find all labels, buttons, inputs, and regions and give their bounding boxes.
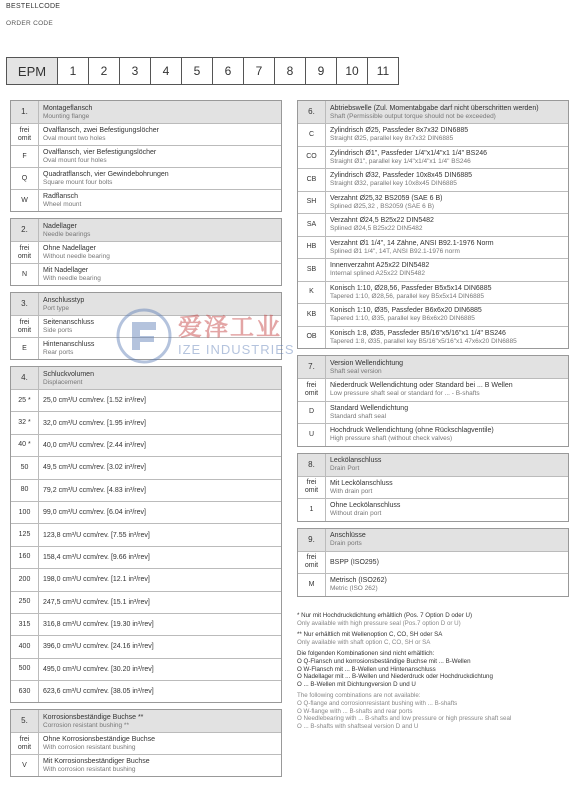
option-code — [298, 402, 326, 424]
option-row — [11, 389, 281, 411]
option-code-text: frei — [19, 735, 30, 743]
option-code — [11, 390, 39, 411]
option-text-en: Straight Ø25, parallel key 8x7x32 DIN6885 — [330, 135, 454, 143]
option-text-en: Internal splined A25x22 DIN5482 — [330, 270, 426, 278]
position-9: 9 — [305, 58, 336, 84]
position-7: 7 — [243, 58, 274, 84]
option-code-text: frei — [306, 381, 317, 389]
option-row — [298, 281, 568, 304]
option-code-text: omit — [17, 134, 32, 142]
option-text-de: 495,0 cm³/U ccm/rev. [30.20 in³/rev] — [43, 665, 154, 673]
note-1-en: Only available with high pressure seal (Pos.7 option D or U) — [297, 619, 461, 627]
section-title-de: Anschlüsse — [330, 532, 366, 539]
section-title-en: Displacement — [43, 378, 83, 386]
option-text-en: High pressure shaft (without check valves) — [330, 435, 453, 443]
option-code-text: KB — [306, 310, 317, 318]
option-code — [11, 242, 39, 263]
option-code-text: D — [308, 408, 315, 416]
option-code-text: N — [21, 270, 28, 278]
section-number: 7. — [298, 356, 326, 378]
option-row — [298, 423, 568, 446]
option-text-de: Hintenanschluss — [43, 341, 95, 348]
option-row — [11, 523, 281, 545]
option-text-en: With corrosion resistant bushing — [43, 744, 136, 752]
option-code — [11, 168, 39, 189]
option-code — [298, 499, 326, 521]
option-row — [298, 123, 568, 146]
section-title-de: Version Wellendichtung — [330, 359, 404, 367]
option-text-de: Ohne Korrosionsbeständige Buchse — [43, 736, 156, 744]
option-text-de: Ohne Nadellager — [43, 245, 96, 252]
option-code-text: Q — [21, 174, 28, 182]
option-code-text: SB — [306, 265, 317, 273]
section-title-en: Shaft (Permissible output torque should not be exceeded) — [330, 112, 496, 120]
option-code — [298, 124, 326, 146]
option-row — [298, 498, 568, 521]
option-text-de: 623,6 cm³/U ccm/rev. [38.05 in³/rev] — [43, 688, 154, 696]
option-code-text: CB — [306, 175, 317, 183]
option-code-text: omit — [17, 252, 32, 260]
option-code-text: E — [22, 344, 27, 352]
option-text-de: 158,4 cm³/U ccm/rev. [9.66 in³/rev] — [43, 553, 150, 561]
option-row — [298, 213, 568, 236]
option-text-en: Side ports — [43, 327, 73, 334]
section-title-en: Port type — [43, 304, 70, 312]
section-title-de: Montageflansch — [43, 104, 93, 112]
option-row — [11, 167, 281, 189]
section-number: 6. — [298, 101, 326, 123]
section-number: 9. — [298, 529, 326, 551]
section-header — [11, 367, 281, 389]
combination-item-en: O W-flange with ... B-shafts and rear ports — [297, 707, 413, 715]
option-row — [11, 123, 281, 145]
option-code-text: frei — [19, 318, 30, 326]
section-9 — [297, 528, 569, 597]
option-code-text: CO — [306, 153, 317, 161]
section-7 — [297, 355, 569, 447]
section-number: 2. — [11, 219, 39, 241]
option-text-en: Tapered 1:10, Ø28,56, parallel key B5x5x14 DIN6885 — [330, 292, 484, 300]
option-text-de: Seitenanschluss — [43, 319, 94, 326]
option-row — [11, 546, 281, 568]
section-title-en: Drain Port — [330, 465, 360, 472]
option-code — [11, 480, 39, 501]
option-code-text: OB — [306, 333, 317, 341]
option-code-text: 200 — [18, 575, 31, 583]
position-6: 6 — [212, 58, 243, 84]
option-text-en: Tapered 1:8, Ø35, parallel key B5/16"x5/16"x1 47x6x20 DIN6885 — [330, 337, 517, 345]
option-code-text: 32 * — [18, 419, 31, 427]
option-row — [11, 658, 281, 680]
combination-item-de: O W-Flansch mit ... B-Wellen und Hintenanschluss — [297, 665, 436, 673]
option-code — [298, 477, 326, 499]
option-text-de: Niederdruck Wellendichtung oder Standard bei ... B Wellen — [330, 382, 513, 390]
option-row — [11, 479, 281, 501]
option-text-de: Zylindrisch Ø25, Passfeder 8x7x32 DIN6885 — [330, 127, 469, 135]
combination-item-en: O Needlebearing with ... B-shafts and low pressure or high pressure shaft seal — [297, 715, 512, 723]
option-row — [11, 456, 281, 478]
option-text-en: Square mount four bolts — [43, 179, 113, 186]
option-row — [298, 236, 568, 259]
option-text-en: Splined Ø25,32 , BS2059 (SAE 6 B) — [330, 202, 435, 210]
section-title-de: Korrosionsbeständige Buchse ** — [43, 713, 144, 721]
position-4: 4 — [150, 58, 181, 84]
section-header — [11, 710, 281, 732]
option-code — [11, 547, 39, 568]
option-code — [11, 146, 39, 167]
option-code — [11, 264, 39, 285]
option-code — [11, 338, 39, 359]
option-row — [298, 573, 568, 596]
option-text-de: Innenverzahnt A25x22 DIN5482 — [330, 262, 430, 270]
section-title-de: Schluckvolumen — [43, 370, 94, 378]
option-code — [11, 733, 39, 754]
option-text-de: Konisch 1:10, Ø28,56, Passfeder B5x5x14 DIN6885 — [330, 284, 492, 292]
option-text-de: Ohne Leckölanschluss — [330, 502, 401, 510]
option-code-text: 500 — [18, 665, 31, 673]
section-title-de: Nadellager — [43, 222, 77, 230]
option-text-en: Splined Ø24,5 B25x22 DIN5482 — [330, 225, 423, 233]
option-code — [11, 614, 39, 635]
option-code — [298, 192, 326, 214]
option-row — [11, 145, 281, 167]
combinations-intro-de: Die folgenden Kombinationen sind nicht erhältlich: — [297, 650, 435, 658]
option-text-de: Verzahnt Ø1 1/4", 14 Zähne, ANSI B92.1-1976 Norm — [330, 239, 494, 247]
section-2 — [10, 218, 282, 286]
option-text-en: Standard shaft seal — [330, 412, 387, 420]
option-text-en: Oval mount two holes — [43, 135, 106, 142]
option-code-text: frei — [306, 554, 317, 562]
option-code-text: V — [22, 761, 27, 769]
option-row — [11, 501, 281, 523]
option-code — [11, 592, 39, 613]
option-row — [298, 146, 568, 169]
option-row — [11, 635, 281, 657]
option-row — [11, 613, 281, 635]
section-5 — [10, 709, 282, 777]
option-code-text: 400 — [18, 642, 31, 650]
option-code-text: omit — [304, 487, 319, 495]
option-code-text: omit — [304, 389, 319, 397]
option-text-de: 25,0 cm³/U ccm/rev. [1.52 in³/rev] — [43, 397, 146, 405]
note-1-de: * Nur mit Hochdruckdichtung erhältlich (Pos. 7 Option D oder U) — [297, 612, 473, 619]
combinations-intro-en: The following combinations are not available: — [297, 692, 421, 700]
option-text-de: Radflansch — [43, 193, 79, 200]
option-code-text: 100 — [18, 508, 31, 516]
option-code-text: 315 — [18, 620, 31, 628]
option-text-de: 396,0 cm³/U ccm/rev. [24.16 in³/rev] — [43, 643, 154, 651]
option-text-en: Without needle bearing — [43, 253, 110, 260]
position-1: 1 — [57, 58, 88, 84]
option-text-en: Wheel mount — [43, 201, 82, 208]
option-text-de: 198,0 cm³/U ccm/rev. [12.1 in³/rev] — [43, 576, 150, 584]
section-title-de: Leckölanschluss — [330, 457, 382, 464]
section-1 — [10, 100, 282, 212]
option-code-text: 250 — [18, 598, 31, 606]
combination-item-de: O Nadellager mit ... B-Wellen und Niederdruck oder Hochdruckdichtung — [297, 673, 493, 681]
section-title-en: Corrosion resistant bushing ** — [43, 721, 129, 729]
option-code-text: HB — [306, 243, 317, 251]
option-code — [298, 552, 326, 574]
option-code-text: SH — [306, 198, 317, 206]
section-header — [298, 529, 568, 551]
option-row — [11, 732, 281, 754]
option-code-text: M — [308, 580, 315, 588]
option-code — [298, 379, 326, 401]
option-code — [11, 755, 39, 776]
option-text-de: 99,0 cm³/U ccm/rev. [6.04 in³/rev] — [43, 509, 146, 517]
option-text-de: Mit Korrosionsbeständiger Buchse — [43, 758, 150, 766]
section-4 — [10, 366, 282, 703]
option-code — [298, 259, 326, 281]
logo-text-cn: 爱泽工业 — [178, 314, 282, 341]
option-text-de: 123,8 cm³/U ccm/rev. [7.55 in³/rev] — [43, 531, 150, 539]
option-row — [298, 551, 568, 574]
combination-item-de: O ... B-Wellen mit Dichtungversion D und U — [297, 680, 416, 688]
section-number: 8. — [298, 454, 326, 476]
option-text-de: Verzahnt Ø25,32 BS2059 (SAE 6 B) — [330, 194, 443, 202]
option-text-de: Metrisch (ISO262) — [330, 577, 387, 585]
option-row — [298, 401, 568, 424]
option-code-text: omit — [17, 326, 32, 334]
option-code-text: frei — [19, 126, 30, 134]
option-code-text: SA — [306, 220, 317, 228]
section-title-de: Abtriebswelle (Zul. Momentabgabe darf nicht überschritten werden) — [330, 104, 539, 112]
option-text-de: Mit Nadellager — [43, 267, 89, 274]
section-header — [298, 454, 568, 476]
option-text-de: 32,0 cm³/U ccm/rev. [1.95 in³/rev] — [43, 419, 146, 427]
section-header — [11, 219, 281, 241]
option-code-text: 160 — [18, 553, 31, 561]
option-code-text: omit — [304, 562, 319, 570]
option-code-text: 630 — [18, 687, 31, 695]
section-title-de: Anschlusstyp — [43, 296, 85, 304]
option-code-text: 50 — [20, 463, 29, 471]
option-code-text: C — [308, 130, 315, 138]
option-text-de: Ovalflansch, vier Befestigungslöcher — [43, 149, 157, 156]
option-text-en: Straight Ø32, parallel key 10x8x45 DIN6885 — [330, 180, 457, 188]
section-8 — [297, 453, 569, 522]
position-11: 11 — [367, 58, 398, 84]
option-row — [11, 591, 281, 613]
option-code — [298, 169, 326, 191]
section-number: 1. — [11, 101, 39, 123]
note-2-en: Only available with shaft option C, CO, SH or SA — [297, 638, 431, 646]
option-text-de: 316,8 cm³/U ccm/rev. [19.30 in³/rev] — [43, 621, 154, 629]
option-code — [11, 435, 39, 456]
option-text-en: Oval mount four holes — [43, 157, 107, 164]
option-code-text: U — [308, 430, 315, 438]
option-code — [11, 124, 39, 145]
title-de: BESTELLCODE — [6, 3, 61, 10]
option-text-de: Mit Leckölanschluss — [330, 479, 393, 487]
option-text-de: Zylindrisch Ø32, Passfeder 10x8x45 DIN6885 — [330, 172, 473, 180]
option-row — [298, 476, 568, 499]
option-code-text: W — [21, 196, 28, 204]
option-text-en: Tapered 1:10, Ø35, parallel key B6x6x20 DIN6885 — [330, 315, 475, 323]
option-row — [298, 168, 568, 191]
option-text-de: 49,5 cm³/U ccm/rev. [3.02 in³/rev] — [43, 464, 146, 472]
position-10: 10 — [336, 58, 367, 84]
option-row — [11, 680, 281, 702]
option-code — [298, 214, 326, 236]
option-text-en: With corrosion resistant bushing — [43, 766, 136, 774]
option-code — [11, 569, 39, 590]
section-title-en: Shaft seal version — [330, 367, 382, 375]
option-row — [11, 434, 281, 456]
position-2: 2 — [88, 58, 119, 84]
option-text-en: Low pressure shaft seal or standard for ... - B-shafts — [330, 390, 480, 398]
option-text-en: Metric (ISO 262) — [330, 585, 378, 593]
option-text-de: Standard Wellendichtung — [330, 404, 409, 412]
combination-item-en: O ... B-shafts with shaftseal version D and U — [297, 722, 419, 730]
option-text-de: 79,2 cm³/U ccm/rev. [4.83 in³/rev] — [43, 486, 146, 494]
option-code — [11, 659, 39, 680]
option-code-text: 1 — [309, 505, 314, 513]
order-code-position-bar — [6, 57, 399, 85]
watermark-logo — [116, 308, 452, 364]
option-code — [11, 316, 39, 337]
option-row — [11, 263, 281, 285]
section-header — [298, 101, 568, 123]
option-code — [298, 574, 326, 596]
option-code — [11, 457, 39, 478]
combination-item-de: O Q-Flansch und korrosionsbeständige Buchse mit ... B-Wellen — [297, 657, 471, 665]
option-row — [11, 189, 281, 211]
option-text-de: Verzahnt Ø24,5 B25x22 DIN5482 — [330, 217, 434, 225]
option-text-en: With drain port — [330, 487, 373, 495]
option-text-en: Rear ports — [43, 349, 74, 356]
option-code — [298, 282, 326, 304]
option-row — [11, 411, 281, 433]
option-row — [11, 241, 281, 263]
position-8: 8 — [274, 58, 305, 84]
logo-text-latin: IZE INDUSTRIES — [178, 342, 295, 357]
option-text-de: Hochdruck Wellendichtung (ohne Rückschlagventile) — [330, 427, 494, 435]
option-row — [11, 754, 281, 776]
option-text-en: Straight Ø1", parallel key 1/4"x1/4"x1 1/4" BS246 — [330, 157, 471, 165]
title-en: ORDER CODE — [6, 20, 54, 27]
section-title-en: Drain ports — [330, 540, 362, 547]
section-number: 5. — [11, 710, 39, 732]
option-text-de: Ovalflansch, zwei Befestigungslöcher — [43, 127, 159, 134]
option-row — [298, 258, 568, 281]
option-code-text: 125 — [18, 531, 31, 539]
option-code — [11, 681, 39, 702]
section-title-en: Needle bearings — [43, 230, 91, 238]
combination-item-en: O Q-flange and corrosionresistant bushing with ... B-shafts — [297, 699, 458, 707]
option-code — [11, 524, 39, 545]
position-5: 5 — [181, 58, 212, 84]
footnotes — [297, 612, 572, 734]
option-text-en: Splined Ø1 1/4", 14T, ANSI B92.1-1976 norm — [330, 247, 460, 255]
option-text-de: 247,5 cm³/U ccm/rev. [15.1 in³/rev] — [43, 598, 150, 606]
option-text-en: Without drain port — [330, 510, 382, 518]
option-code-text: 80 — [20, 486, 29, 494]
note-2-de: ** Nur erhältlich mit Wellenoption C, CO, SH oder SA — [297, 631, 443, 639]
option-code — [11, 502, 39, 523]
option-text-de: BSPP (ISO295) — [330, 558, 379, 566]
option-code — [11, 190, 39, 211]
section-number: 4. — [11, 367, 39, 389]
option-code — [298, 237, 326, 259]
section-title-en: Mounting flange — [43, 112, 90, 120]
option-row — [298, 378, 568, 401]
option-text-de: 40,0 cm³/U ccm/rev. [2.44 in³/rev] — [43, 441, 146, 449]
option-code-text: F — [22, 152, 27, 160]
option-code — [298, 424, 326, 446]
position-epm: EPM — [7, 58, 57, 84]
option-code-text: frei — [306, 479, 317, 487]
section-header — [11, 101, 281, 123]
option-code-text: omit — [17, 743, 32, 751]
position-3: 3 — [119, 58, 150, 84]
option-text-de: Konisch 1:10, Ø35, Passfeder B6x6x20 DIN6885 — [330, 307, 482, 315]
option-code-text: frei — [19, 244, 30, 252]
option-code — [11, 412, 39, 433]
option-code — [298, 147, 326, 169]
option-text-de: Quadratflansch, vier Gewindebohrungen — [43, 171, 169, 178]
option-text-en: With needle bearing — [43, 275, 101, 282]
option-text-de: Konisch 1:8, Ø35, Passfeder B5/16"x5/16"x1 1/4" BS246 — [330, 329, 506, 337]
section-number: 3. — [11, 293, 39, 315]
option-row — [298, 191, 568, 214]
option-row — [11, 568, 281, 590]
option-code — [11, 636, 39, 657]
option-code-text: K — [309, 288, 314, 296]
left-column — [10, 100, 282, 783]
option-code-text: 25 * — [18, 396, 31, 404]
ize-logo-icon — [116, 308, 172, 364]
option-text-de: Zylindrisch Ø1", Passfeder 1/4"x1/4"x1 1/4" BS246 — [330, 149, 488, 157]
option-code-text: 40 * — [18, 441, 31, 449]
